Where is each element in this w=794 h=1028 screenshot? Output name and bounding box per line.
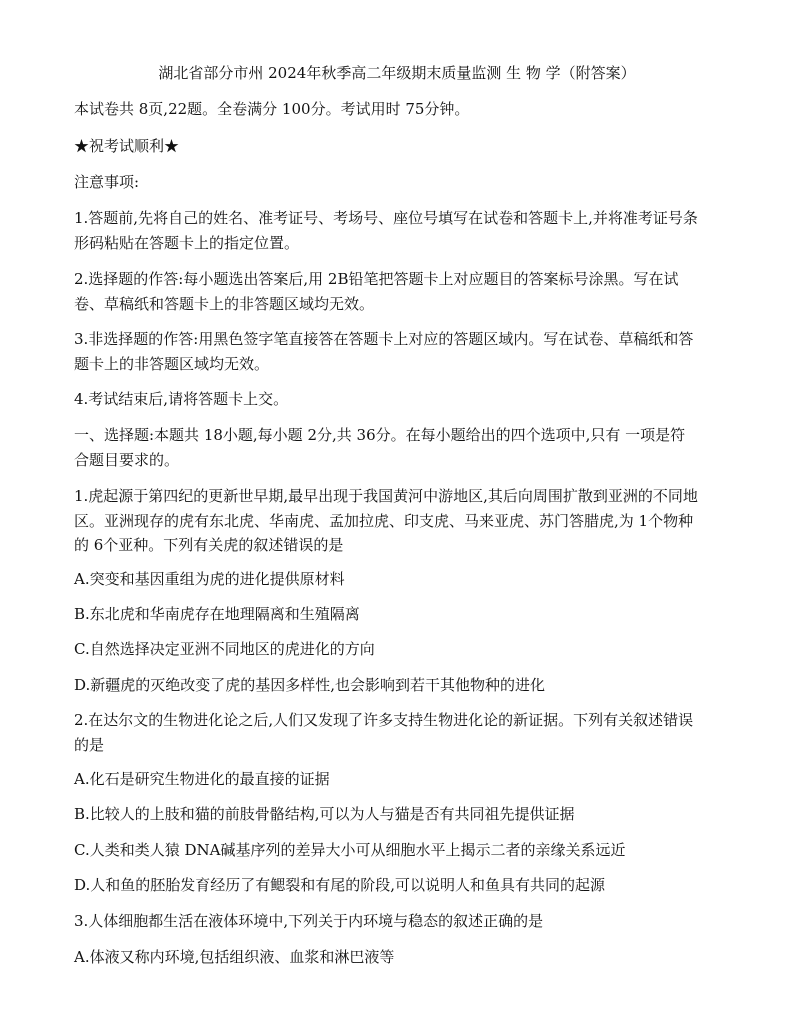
section-heading-line-2: 合题目要求的。 bbox=[74, 451, 180, 469]
q3-option-a: A.体液又称内环境,包括组织液、血浆和淋巴液等 bbox=[74, 948, 395, 966]
q2-stem-line-1: 2.在达尔文的生物进化论之后,人们又发现了许多支持生物进化论的新证据。下列有关叙述错误 bbox=[74, 711, 694, 729]
notice-3-line-1: 3.非选择题的作答:用黑色签字笔直接答在答题卡上对应的答题区域内。写在试卷、草稿纸和答 bbox=[74, 330, 694, 348]
q2-option-b: B.比较人的上肢和猫的前肢骨骼结构,可以为人与猫是否有共同祖先提供证据 bbox=[74, 805, 575, 823]
q1-option-d: D.新疆虎的灭绝改变了虎的基因多样性,也会影响到若干其他物种的进化 bbox=[74, 676, 546, 694]
q2-option-d: D.人和鱼的胚胎发育经历了有鳃裂和有尾的阶段,可以说明人和鱼具有共同的起源 bbox=[74, 876, 606, 894]
notice-2-line-2: 卷、草稿纸和答题卡上的非答题区域均无效。 bbox=[74, 295, 375, 313]
q1-stem-line-1: 1.虎起源于第四纪的更新世早期,最早出现于我国黄河中游地区,其后向周围扩散到亚洲的不同地 bbox=[74, 487, 698, 505]
q1-stem-line-2: 区。亚洲现存的虎有东北虎、华南虎、孟加拉虎、印支虎、马来亚虎、苏门答腊虎,为 1个物种 bbox=[74, 512, 694, 530]
q1-option-b: B.东北虎和华南虎存在地理隔离和生殖隔离 bbox=[74, 605, 360, 623]
notice-4-line-1: 4.考试结束后,请将答题卡上交。 bbox=[74, 390, 289, 408]
section-heading-line-1: 一、选择题:本题共 18小题,每小题 2分,共 36分。在每小题给出的四个选项中,只有 一项是符 bbox=[74, 426, 686, 444]
q1-option-a: A.突变和基因重组为虎的进化提供原材料 bbox=[74, 570, 345, 588]
q1-stem-line-3: 的 6个亚种。下列有关虎的叙述错误的是 bbox=[74, 536, 344, 554]
q2-option-c: C.人类和类人猿 DNA碱基序列的差异大小可从细胞水平上揭示二者的亲缘关系远近 bbox=[74, 841, 626, 859]
notice-1-line-1: 1.答题前,先将自己的姓名、准考证号、考场号、座位号填写在试卷和答题卡上,并将准考证号条 bbox=[74, 209, 698, 227]
q3-stem-line-1: 3.人体细胞都生活在液体环境中,下列关于内环境与稳态的叙述正确的是 bbox=[74, 912, 544, 930]
intro-text: 本试卷共 8页,22题。全卷满分 100分。考试用时 75分钟。 bbox=[74, 100, 470, 118]
q1-option-c: C.自然选择决定亚洲不同地区的虎进化的方向 bbox=[74, 640, 375, 658]
wish-text: ★祝考试顺利★ bbox=[74, 137, 180, 155]
notice-heading: 注意事项: bbox=[74, 173, 140, 191]
q2-stem-line-2: 的是 bbox=[74, 736, 105, 754]
q2-option-a: A.化石是研究生物进化的最直接的证据 bbox=[74, 770, 330, 788]
notice-2-line-1: 2.选择题的作答:每小题选出答案后,用 2B铅笔把答题卡上对应题目的答案标号涂黑。写在试 bbox=[74, 270, 679, 288]
page-title: 湖北省部分市州 2024年秋季高二年级期末质量监测 生 物 学（附答案） bbox=[158, 64, 636, 82]
notice-1-line-2: 形码粘贴在答题卡上的指定位置。 bbox=[74, 234, 300, 252]
notice-3-line-2: 题卡上的非答题区域均无效。 bbox=[74, 355, 270, 373]
